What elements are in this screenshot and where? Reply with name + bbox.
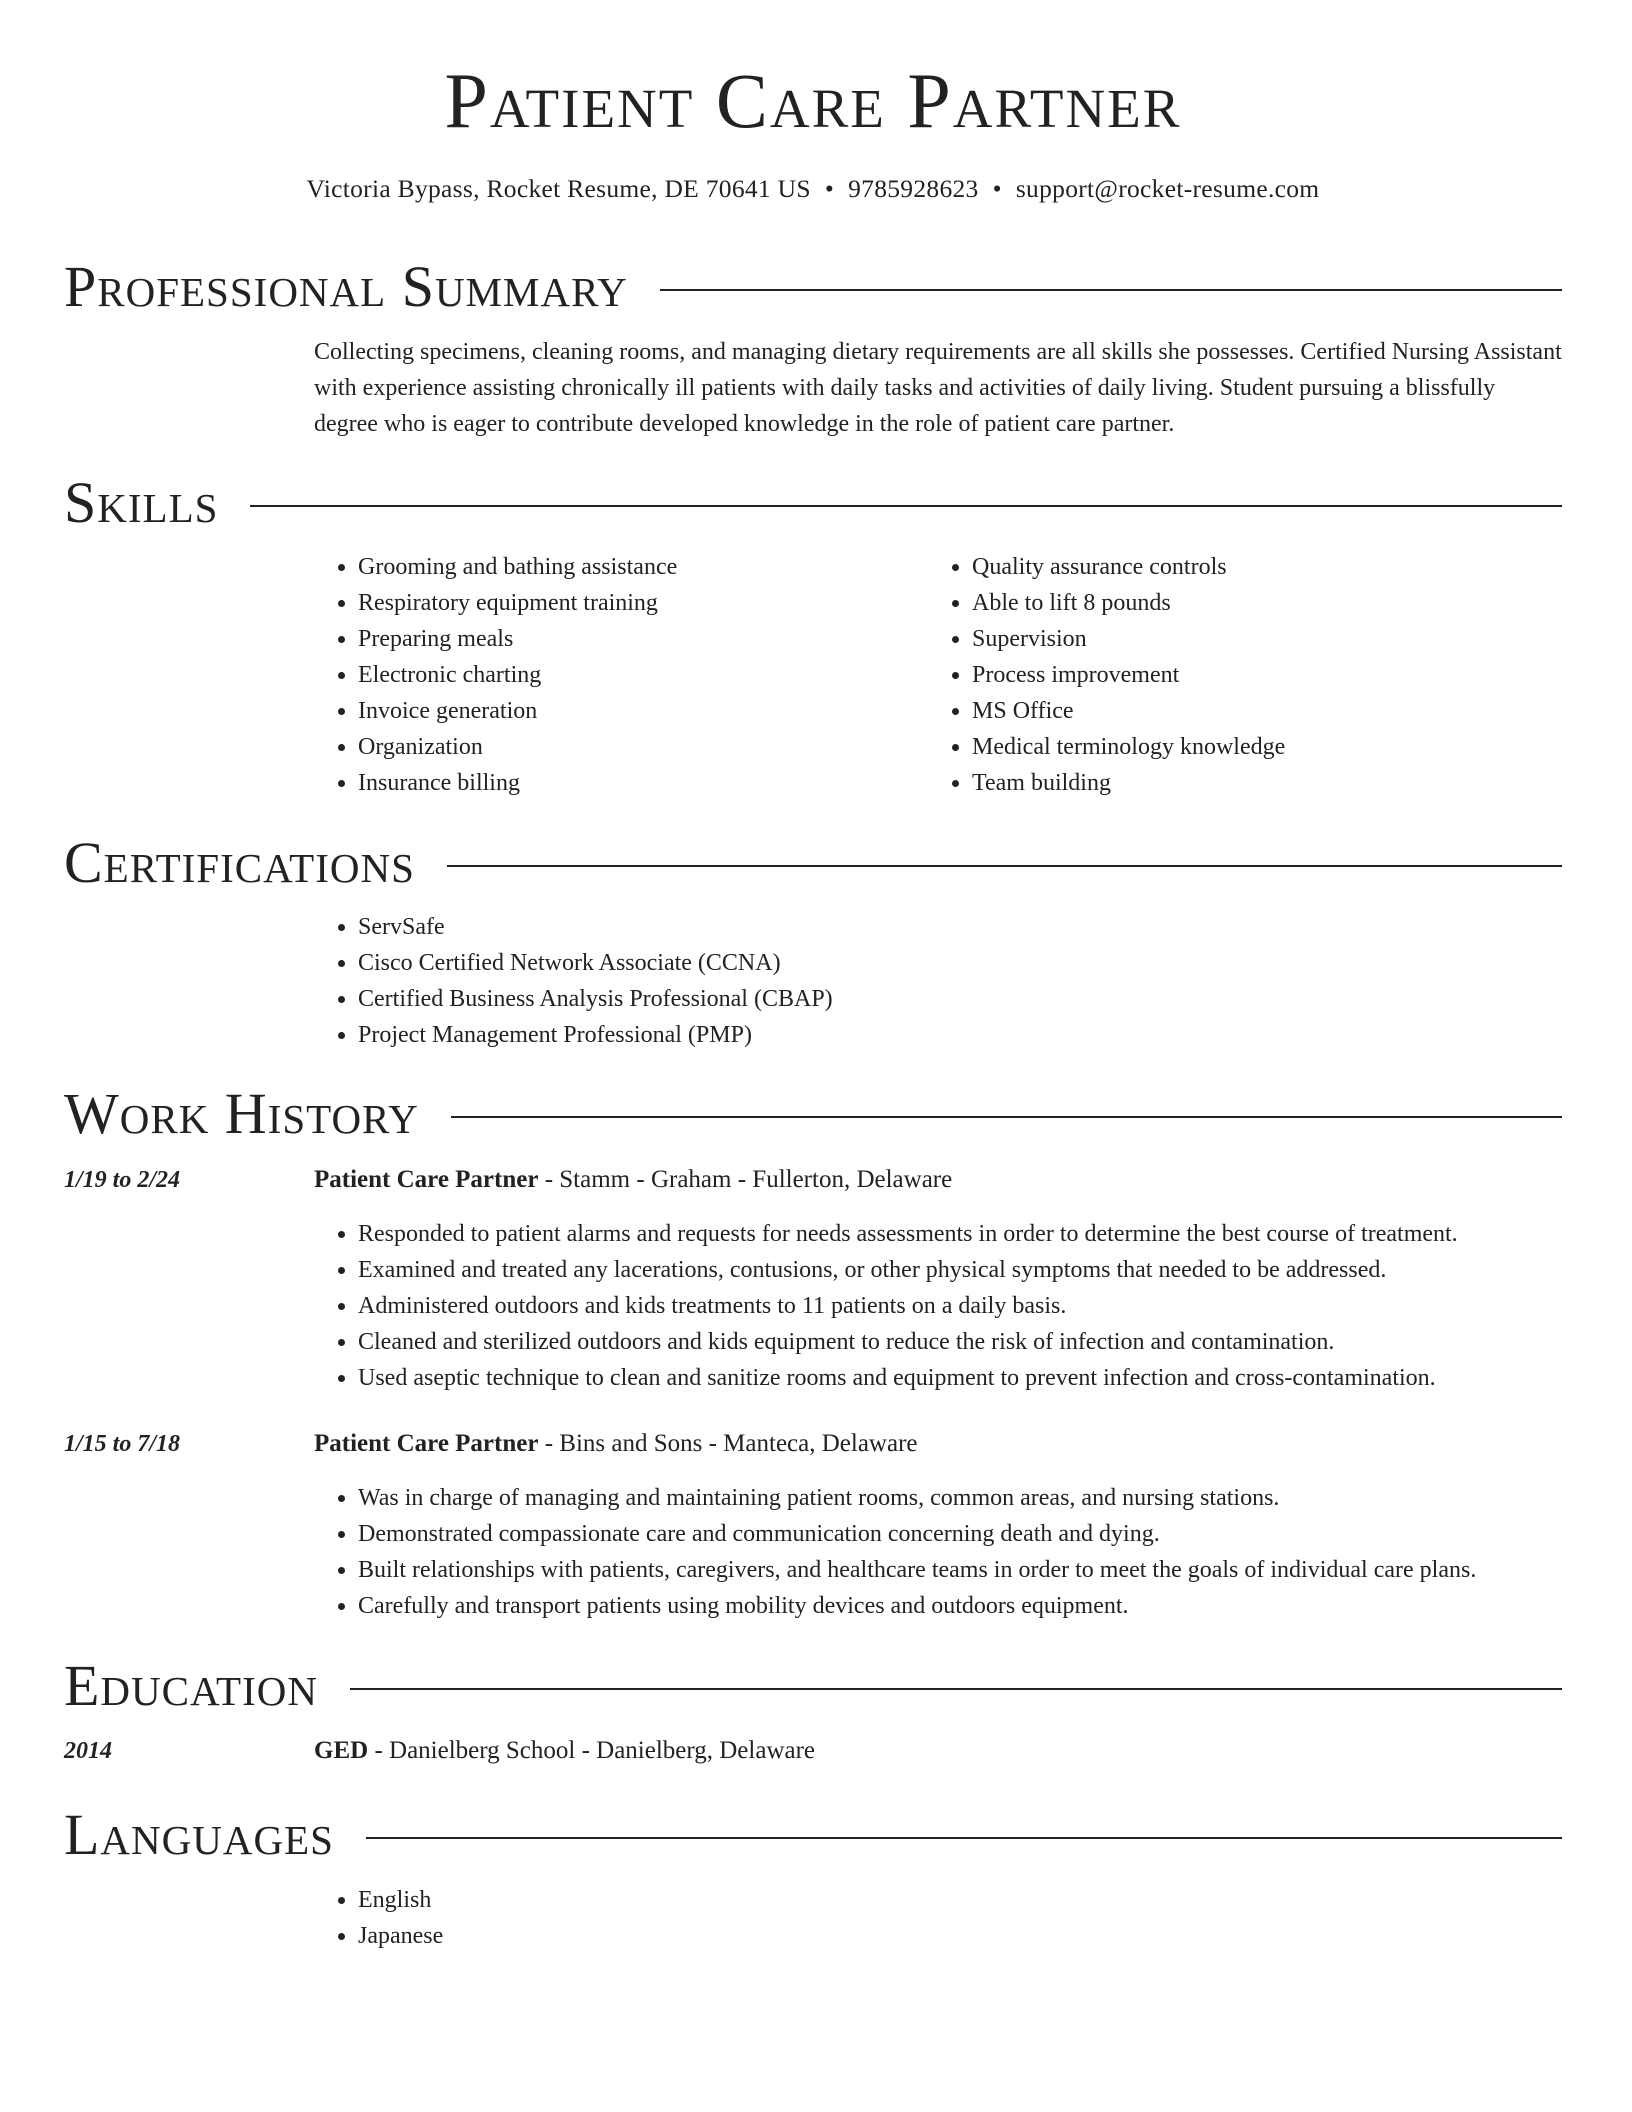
skill-item: • Organization [358,729,928,765]
work-section-header [64,1081,1562,1146]
job-dates: 1/19 to 2/24 [64,1167,181,1193]
job-title-line [314,1426,918,1462]
contact-phone: 9785928623 [848,174,979,203]
summary-text: Collecting specimens, cleaning rooms, and managing dietary requirements are all skills she possesses. Certified Nursing Assistant with experience assisting chronically ill patients with daily tasks and activities of daily living. Student pursuing a blissfully degree who is eager to contribute developed knowledge in the role of patient care partner. [314,339,1562,437]
job-bullet: • Cleaned and sterilized outdoors and kids equipment to reduce the risk of infection and contamination. [358,1324,1562,1360]
job-title: Patient Care Partner [314,1430,539,1457]
languages-list [314,1882,1562,1954]
skill-item: • Supervision [972,621,1542,657]
section-divider [660,289,1562,291]
education-heading: Education [64,1653,318,1718]
contact-separator: • [824,174,835,203]
job-bullet: • Was in charge of managing and maintaining patient rooms, common areas, and nursing stations. [358,1480,1562,1516]
work-heading: Work History [64,1081,419,1146]
skill-item: • Quality assurance controls [972,549,1542,585]
language-item: • Japanese [358,1918,1562,1954]
job-bullet: • Built relationships with patients, caregivers, and healthcare teams in order to meet the goals of individual care plans. [358,1552,1562,1588]
skills-heading: Skills [64,470,219,535]
job-details: - Stamm - Graham - Fullerton, Delaware [538,1166,953,1193]
section-divider [447,865,1562,867]
education-year: 2014 [64,1738,112,1764]
section-divider [366,1837,1562,1839]
education-details: - Danielberg School - Danielberg, Delaware [368,1737,816,1764]
job-bullet: • Responded to patient alarms and requests for needs assessments in order to determine the best course of treatment. [358,1216,1562,1252]
language-item: • English [358,1882,1562,1918]
skill-item: • Team building [972,765,1542,801]
skills-section-header [64,470,1562,535]
summary-section-header [64,254,1562,319]
job-bullet: • Carefully and transport patients using mobility devices and outdoors equipment. [358,1588,1562,1624]
job-bullets [314,1480,1562,1624]
certifications-list [314,909,1562,1053]
summary-heading: Professional Summary [64,254,628,319]
section-divider [350,1688,1562,1690]
education-degree: GED [314,1737,369,1764]
skill-item: • MS Office [972,693,1542,729]
candidate-name: Patient Care Partner [444,57,1182,144]
certification-item: • Certified Business Analysis Professional (CBAP) [358,981,1562,1017]
skills-list [314,549,1562,801]
skill-item: • Respiratory equipment training [358,585,928,621]
certification-item: • Cisco Certified Network Associate (CCNA) [358,945,1562,981]
skills-column-right [928,549,1542,801]
job-title: Patient Care Partner [314,1166,539,1193]
contact-address: Victoria Bypass, Rocket Resume, DE 70641 US [306,174,811,203]
skills-column-left [314,549,928,801]
education-line [314,1733,815,1769]
job-bullet: • Examined and treated any lacerations, contusions, or other physical symptoms that needed to be addressed. [358,1252,1562,1288]
section-divider [451,1116,1562,1118]
skill-item: • Process improvement [972,657,1542,693]
certification-item: • ServSafe [358,909,1562,945]
certification-item: • Project Management Professional (PMP) [358,1017,1562,1053]
skill-item: • Insurance billing [358,765,928,801]
job-bullet: • Used aseptic technique to clean and sanitize rooms and equipment to prevent infection and cross-contamination. [358,1360,1562,1396]
skill-item: • Electronic charting [358,657,928,693]
languages-heading: Languages [64,1802,334,1867]
skill-item: • Invoice generation [358,693,928,729]
skill-item: • Preparing meals [358,621,928,657]
contact-email: support@rocket-resume.com [1015,174,1320,203]
job-bullet: • Administered outdoors and kids treatments to 11 patients on a daily basis. [358,1288,1562,1324]
job-details: - Bins and Sons - Manteca, Delaware [538,1430,918,1457]
contact-line [64,172,1562,205]
job-dates: 1/15 to 7/18 [64,1431,181,1457]
job-title-line [314,1162,952,1198]
job-bullets [314,1216,1562,1396]
languages-section-header [64,1802,1562,1867]
certifications-section-header [64,830,1562,895]
skill-item: • Able to lift 8 pounds [972,585,1542,621]
contact-separator: • [992,174,1002,203]
skill-item: • Medical terminology knowledge [972,729,1542,765]
job-bullet: • Demonstrated compassionate care and communication concerning death and dying. [358,1516,1562,1552]
education-section-header [64,1653,1562,1718]
section-divider [250,505,1562,507]
certifications-heading: Certifications [64,830,415,895]
skill-item: • Grooming and bathing assistance [358,549,928,585]
